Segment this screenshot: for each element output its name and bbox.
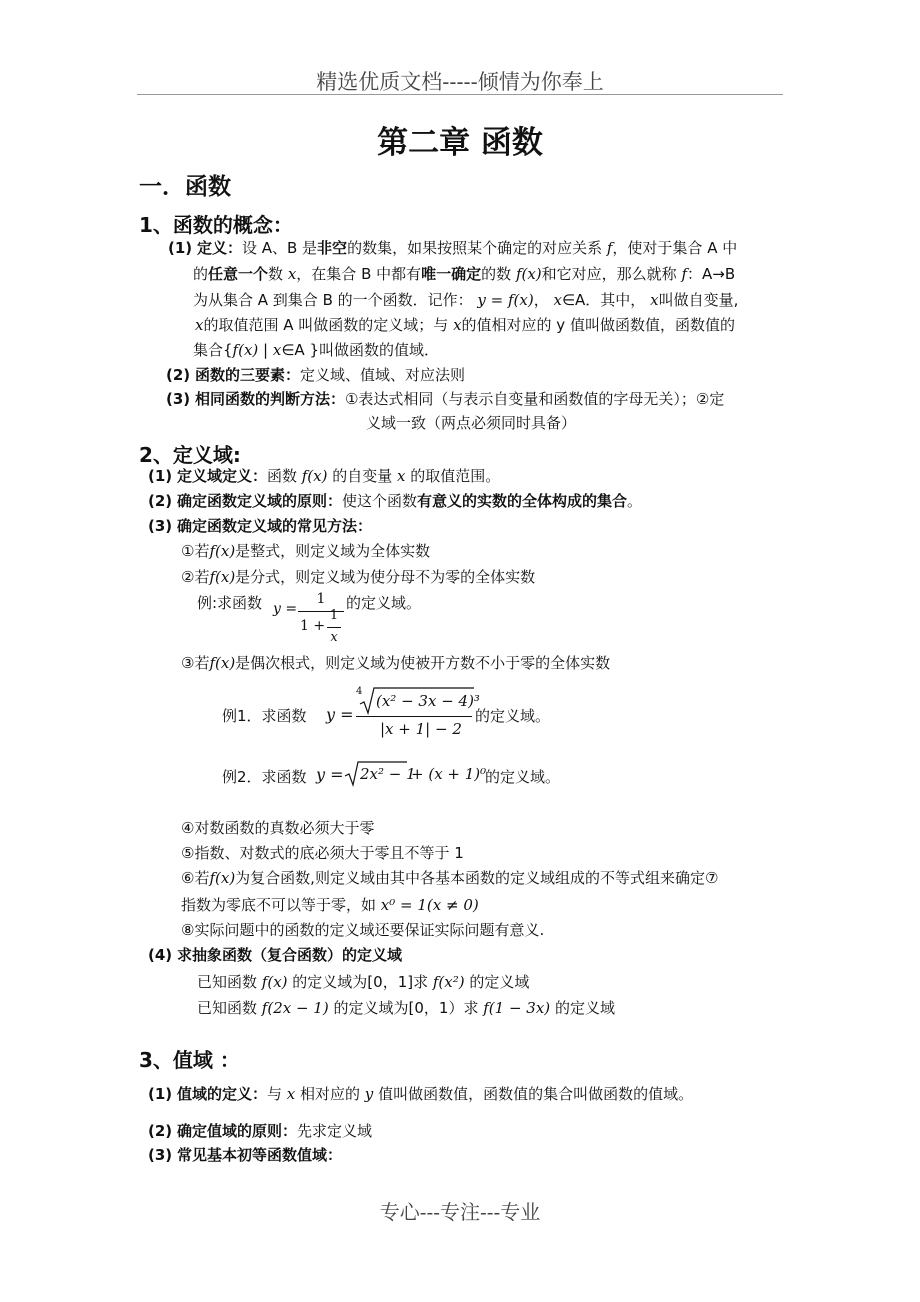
method-5: ⑤指数、对数式的底必须大于零且不等于 1	[181, 844, 464, 862]
example-2-suffix: 的定义域。	[485, 768, 561, 786]
item-number: (1)	[148, 1085, 173, 1103]
math: f(x)	[301, 467, 328, 485]
item-label: 定义域定义：	[176, 467, 267, 485]
item-number: (1)	[148, 467, 173, 485]
math: f(x)	[209, 568, 236, 586]
text: 的定义域	[554, 999, 615, 1017]
text: 定义域、值域、对应法则	[299, 366, 465, 384]
math: f	[606, 239, 613, 257]
concept-definition-line-5	[193, 340, 439, 360]
example-2-radicand: 2x² − 1	[360, 765, 416, 783]
example-0-suffix: 的定义域。	[346, 594, 422, 612]
concept-definition-line-2	[193, 264, 735, 284]
page-footer: 专心---专注---专业	[379, 1200, 541, 1224]
item-number: (3)	[148, 517, 173, 535]
item-label: 常见基本初等函数值域：	[176, 1146, 342, 1164]
math: f(x)	[261, 973, 288, 991]
math: x	[286, 1085, 296, 1103]
math: f(x²)	[432, 973, 465, 991]
example-0-inner-denominator: x	[330, 630, 338, 645]
text: ∈A．其中，	[561, 291, 646, 309]
text: |	[263, 341, 269, 359]
example-1-radicand: (x² − 3x − 4)³	[376, 692, 480, 710]
math: x	[272, 341, 282, 359]
method-4: ④对数函数的真数必须大于零	[181, 819, 375, 837]
math: x	[453, 316, 462, 334]
item-label: 确定函数定义域的常见方法：	[176, 517, 372, 535]
item-label: 确定函数定义域的原则：	[176, 492, 342, 510]
text: 集合{	[193, 341, 233, 359]
example-0-inner-bar	[327, 627, 341, 628]
abstract-example-2	[197, 998, 615, 1018]
text: 的取值范围 A 叫做函数的定义域；与	[203, 316, 449, 334]
range-principle	[148, 1121, 372, 1141]
text: 的定义域为[0，1）求	[333, 999, 479, 1017]
domain-definition	[148, 466, 500, 486]
domain-methods-heading	[148, 516, 372, 536]
text: 为从集合 A 到集合 B 的一个函数．记作：	[193, 291, 473, 309]
example-1-y: y =	[326, 705, 354, 724]
math: f(x)	[515, 265, 542, 283]
example-1-suffix: 的定义域。	[475, 707, 551, 725]
example-2-y: y =	[316, 765, 344, 784]
item-number: (2)	[148, 492, 173, 510]
text: ①表达式相同（与表示自变量和函数值的字母无关）；②定	[344, 390, 725, 408]
text: 的数集，如果按照某个确定的对应关系	[347, 239, 603, 257]
method-3	[181, 653, 610, 673]
three-elements-line	[166, 365, 465, 385]
text: ①若	[181, 542, 210, 560]
text: 值叫做函数值，函数值的集合叫做函数的值域。	[378, 1085, 694, 1103]
concept-definition-line-3	[193, 290, 738, 310]
math: x	[553, 291, 562, 309]
math: y = f(x)	[477, 291, 534, 309]
subsection-heading-concept: 1、函数的概念：	[139, 213, 293, 237]
example-0-prefix: 例:求函数	[197, 594, 263, 612]
text: ③若	[181, 654, 210, 672]
text: 的值相对应的 y 值叫做函数值，函数值的	[461, 316, 735, 334]
math: f(x)	[232, 341, 259, 359]
text: 是偶次根式，则定义域为使被开方数不小于零的全体实数	[235, 654, 611, 672]
text: 为复合函数,则定义域由其中各基本函数的定义域组成的不等式组来确定⑦	[235, 869, 719, 887]
text: 的取值范围。	[410, 467, 501, 485]
math: f(x)	[209, 869, 236, 887]
range-definition	[148, 1084, 693, 1104]
abstract-domain-heading	[148, 945, 402, 965]
text: 指数为零底不可以等于零，如	[181, 896, 377, 914]
text: 叫做自变量,	[658, 291, 739, 309]
text: 设 A、B 是	[241, 239, 318, 257]
item-label: 求抽象函数（复合函数）的定义域	[176, 946, 402, 964]
same-function-line	[166, 389, 724, 409]
text: 与	[266, 1085, 282, 1103]
example-1-denominator: |x + 1| − 2	[380, 720, 462, 738]
example-1-fraction-bar	[356, 716, 472, 717]
text: 相对应的	[300, 1085, 361, 1103]
emphasis: 非空	[317, 239, 348, 257]
math: x	[650, 291, 659, 309]
emphasis: 任意一个	[208, 265, 269, 283]
item-number: (3)	[148, 1146, 173, 1164]
text: ：A→B	[687, 265, 736, 283]
math: f(2x − 1)	[261, 999, 329, 1017]
method-6	[181, 868, 718, 888]
concept-definition-line-1	[168, 238, 737, 258]
chapter-title: 第二章 函数	[377, 125, 543, 161]
text: ②若	[181, 568, 210, 586]
math: x	[195, 316, 204, 334]
math: f(x)	[209, 654, 236, 672]
math: y	[364, 1085, 374, 1103]
domain-principle	[148, 491, 642, 511]
text: 的定义域	[469, 973, 530, 991]
text: 使这个函数	[341, 492, 417, 510]
item-number: (2)	[148, 1122, 173, 1140]
method-7	[181, 895, 479, 915]
math: f(x)	[209, 542, 236, 560]
example-2-term: + (x + 1)⁰	[411, 765, 487, 783]
method-8: ⑧实际问题中的函数的定义域还要保证实际问题有意义.	[181, 921, 545, 939]
same-function-line-2: 义域一致（两点必须同时具备）	[366, 414, 577, 432]
page-header: 精选优质文档-----倾情为你奉上	[316, 70, 604, 94]
math: x⁰ = 1(x ≠ 0)	[380, 896, 479, 914]
text: 数	[268, 265, 284, 283]
subsection-heading-range: 3、值域 ：	[139, 1048, 240, 1072]
text: 已知函数	[197, 999, 258, 1017]
text: 的自变量	[332, 467, 393, 485]
item-label: 值域的定义：	[176, 1085, 267, 1103]
text: ⑥若	[181, 869, 210, 887]
range-common-heading	[148, 1145, 342, 1165]
header-divider	[137, 94, 783, 95]
item-number: (4)	[148, 946, 173, 964]
method-1	[181, 541, 430, 561]
math: x	[397, 467, 406, 485]
concept-definition-line-4	[195, 315, 735, 335]
emphasis: 有意义的实数的全体构成的集合	[416, 492, 627, 510]
item-label: 确定值域的原则：	[176, 1122, 297, 1140]
example-1-root-index: 4	[356, 686, 363, 697]
item-number: (1)	[168, 239, 193, 257]
text: 是分式，则定义域为使分母不为零的全体实数	[235, 568, 536, 586]
text: 的数	[481, 265, 512, 283]
example-0-denominator: 1 +	[300, 618, 326, 634]
item-label: 函数的三要素：	[194, 366, 300, 384]
method-2	[181, 567, 535, 587]
text: 的定义域为[0，1]求	[292, 973, 429, 991]
text: 已知函数	[197, 973, 258, 991]
text: 是整式，则定义域为全体实数	[235, 542, 431, 560]
math: x	[287, 265, 297, 283]
example-2-prefix: 例2．求函数	[222, 768, 307, 786]
text: ，在集合 B 中都有	[296, 265, 422, 283]
abstract-example-1	[197, 972, 529, 992]
item-number: (3)	[166, 390, 191, 408]
text: ∈A }叫做函数的值域．	[281, 341, 439, 359]
text: 函数	[266, 467, 297, 485]
text: 和它对应，那么就称	[541, 265, 677, 283]
text: ，	[533, 291, 549, 309]
example-0-y: y =	[273, 601, 298, 617]
math: f(1 − 3x)	[483, 999, 551, 1017]
text: 先求定义域	[296, 1122, 372, 1140]
subsection-heading-domain: 2、定义域:	[139, 443, 241, 467]
section-heading-function: 一．函数	[139, 174, 231, 200]
math: f	[681, 265, 688, 283]
example-0-numerator: 1	[316, 591, 326, 607]
text: ，使对于集合 A 中	[612, 239, 738, 257]
item-label: 相同函数的判断方法：	[194, 390, 345, 408]
text: 。	[626, 492, 642, 510]
item-number: (2)	[166, 366, 191, 384]
example-0-inner-numerator: 1	[329, 608, 339, 623]
item-label: 定义：	[196, 239, 242, 257]
emphasis: 唯一确定	[421, 265, 482, 283]
text: 的	[193, 265, 209, 283]
example-1-prefix: 例1．求函数	[222, 707, 307, 725]
